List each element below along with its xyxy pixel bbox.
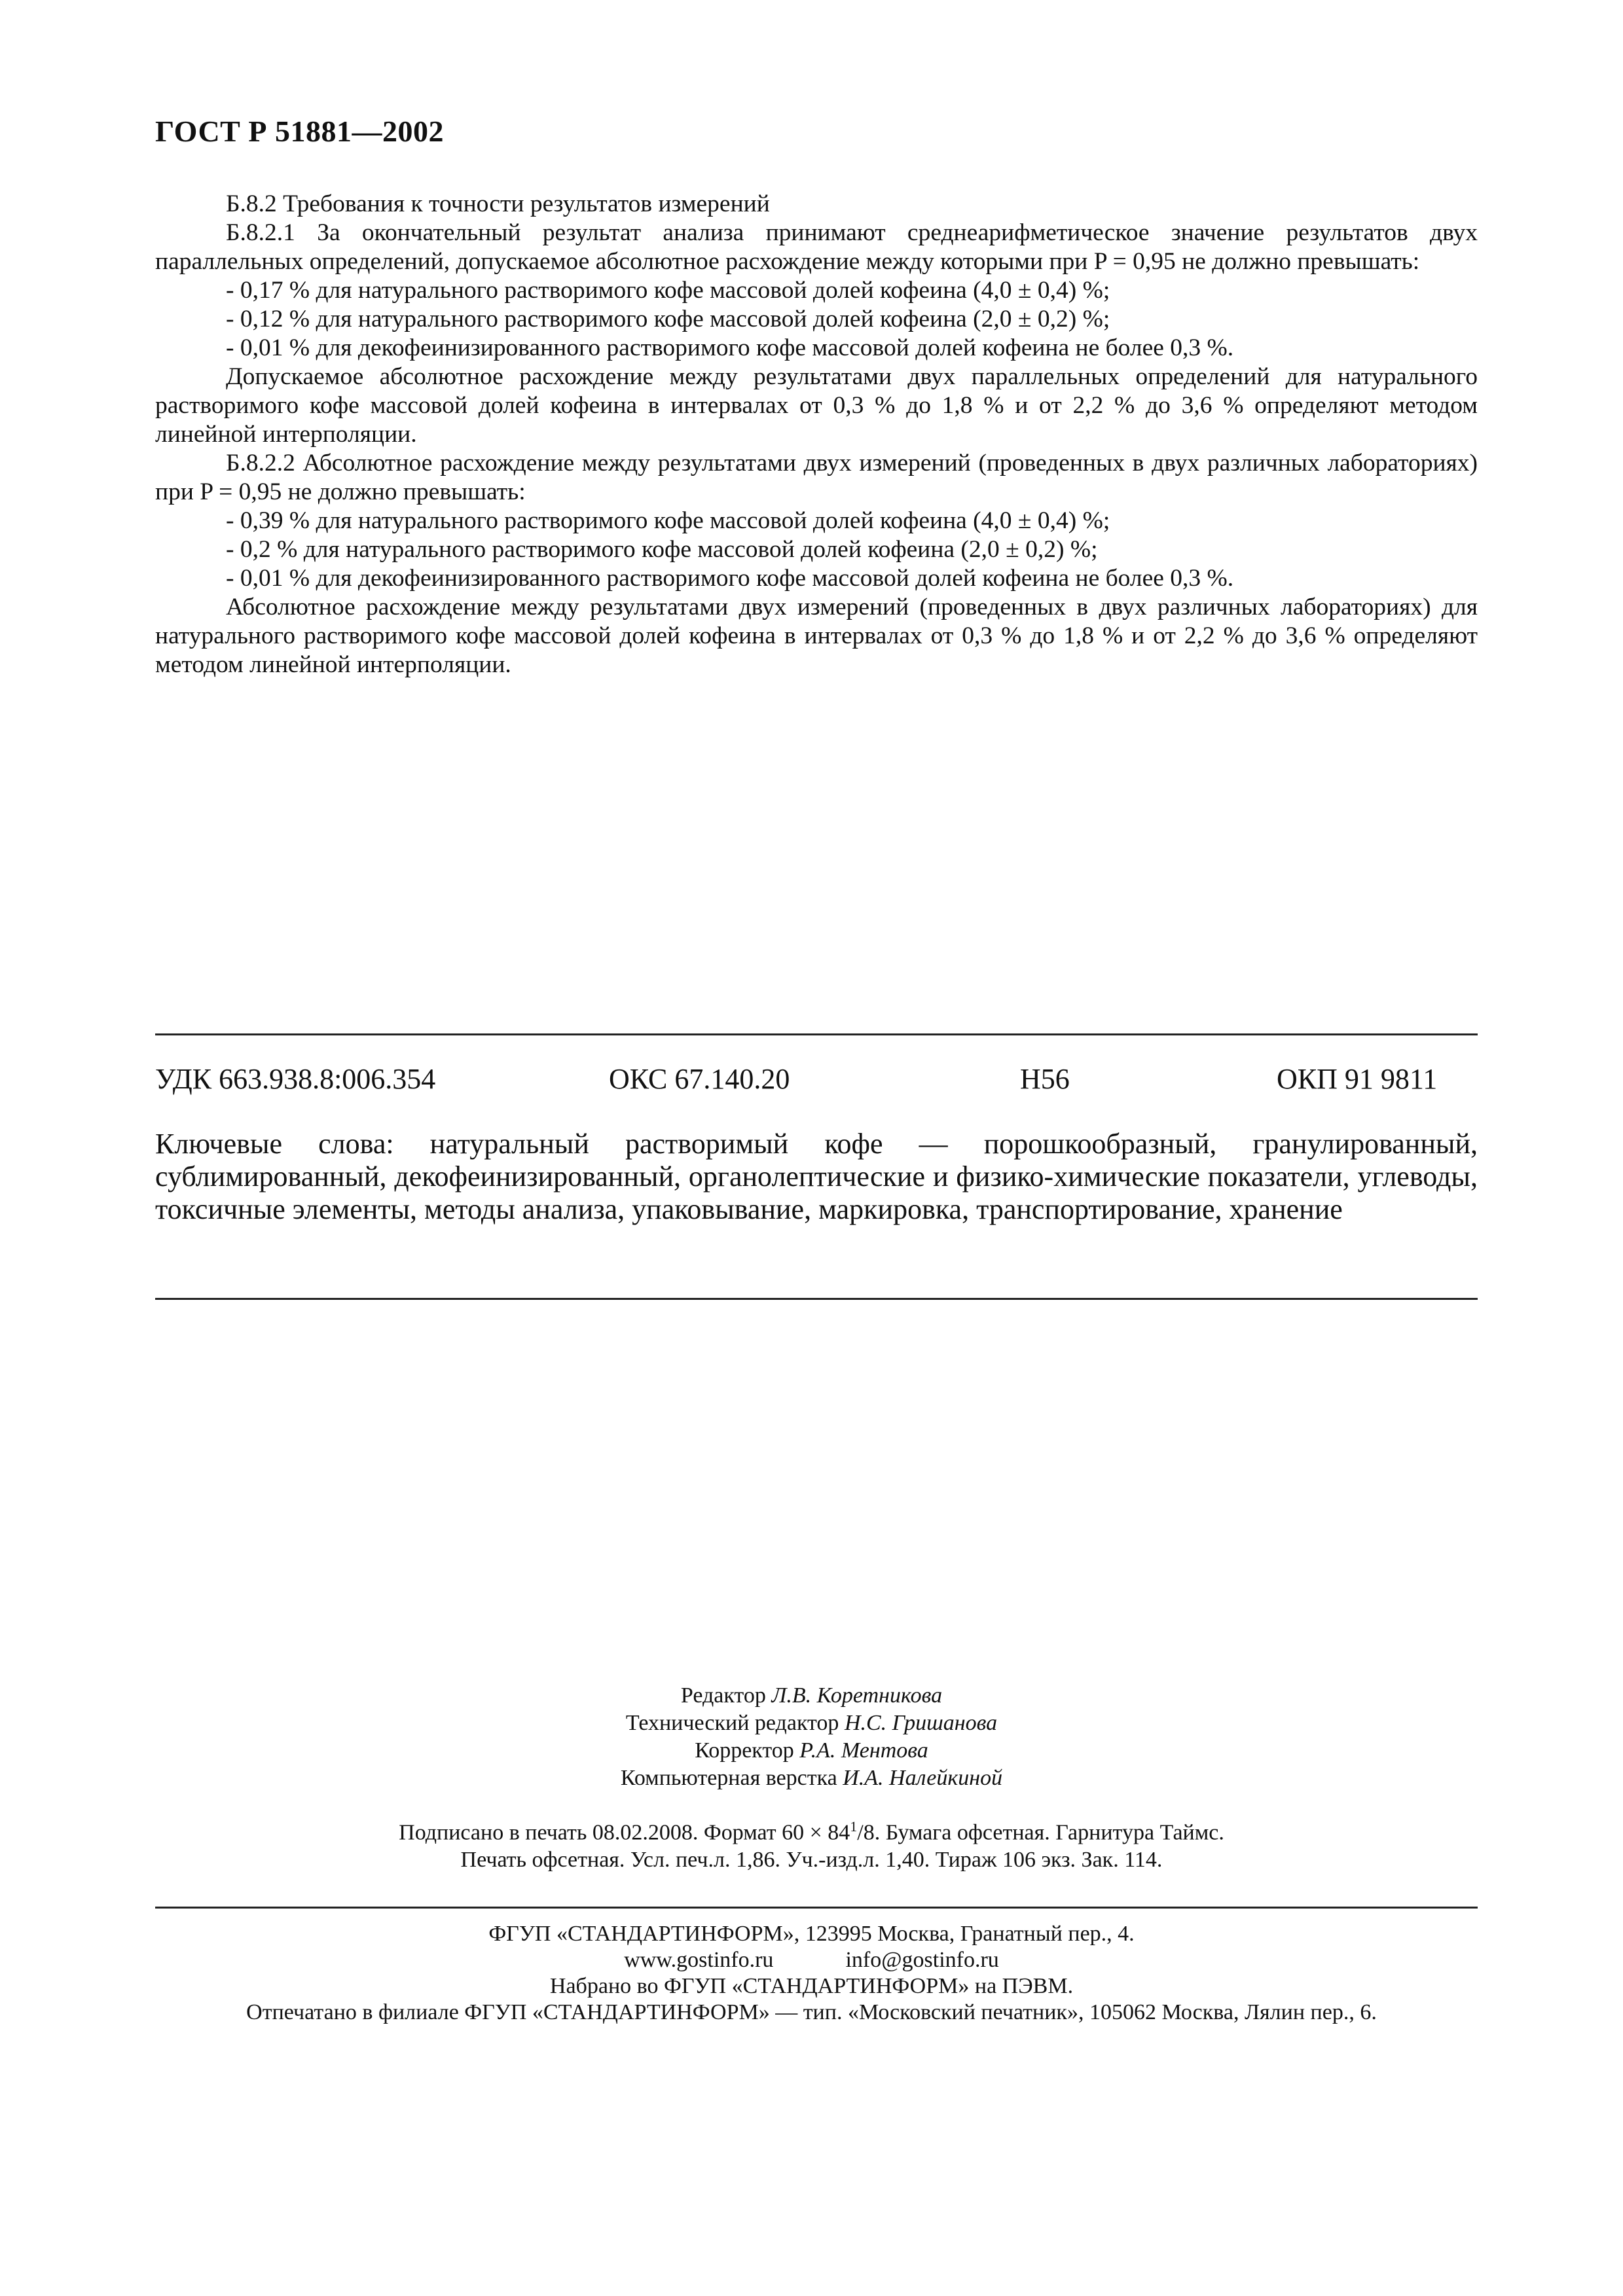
paragraph: Абсолютное расхождение между результатами двух измерений (проведенных в двух различных лабораториях) для натурального растворимого кофе массовой долей кофеина в интервалах от 0,3 % до 1,8 % и от 2,2 % до 3,6 % определяют методом линейной интерполяции. xyxy=(155,594,1478,678)
publisher-contacts xyxy=(0,1947,1623,1973)
print-info-line: Подписано в печать 08.02.2008. Формат $60 \times 84^1/8$. Бумага офсетная. Гарнитура Таймс. xyxy=(399,1818,1224,1845)
print-info-line: Печать офсетная. Усл. печ.л. 1,86. Уч.-изд.л. 1,40. Тираж 106 экз. Зак. 114. xyxy=(460,1848,1163,1873)
credits xyxy=(0,1682,1623,1792)
list-item: - 0,01 % для декофеинизированного растворимого кофе массовой долей кофеина не более 0,3 %. xyxy=(226,334,1234,361)
email-link[interactable]: info@gostinfo.ru xyxy=(845,1948,999,1972)
oks-code: ОКС 67.140.20 xyxy=(609,1063,790,1095)
list-item: - 0,01 % для декофеинизированного растворимого кофе массовой долей кофеина не более 0,3 %. xyxy=(226,565,1234,592)
list-item: - 0,39 % для натурального растворимого кофе массовой долей кофеина (4,0 ± 0,4) %; xyxy=(226,507,1110,534)
list-item: - 0,17 % для натурального растворимого кофе массовой долей кофеина (4,0 ± 0,4) %; xyxy=(226,277,1110,304)
list-item: - 0,12 % для натурального растворимого кофе массовой долей кофеина (2,0 ± 0,2) %; xyxy=(226,306,1110,332)
typeset-info: Набрано во ФГУП «СТАНДАРТИНФОРМ» на ПЭВМ. xyxy=(549,1974,1074,1998)
publisher-address: ФГУП «СТАНДАРТИНФОРМ», 123995 Москва, Гранатный пер., 4. xyxy=(488,1922,1135,1946)
group-code: Н56 xyxy=(1020,1063,1070,1095)
list-item: - 0,2 % для натурального растворимого кофе массовой долей кофеина (2,0 ± 0,2) %; xyxy=(226,536,1098,563)
paragraph: Б.8.2.1 За окончательный результат анализа принимают среднеарифметическое значение результатов двух параллельных определений, допускаемое абсолютное расхождение между которыми при P = 0,95 не должно превышать: xyxy=(155,219,1478,275)
credit-editor: Редактор Л.В. Коретникова xyxy=(680,1683,943,1708)
paragraph: Допускаемое абсолютное расхождение между результатами двух параллельных определений для натурального растворимого кофе массовой долей кофеина в интервалах от 0,3 % до 1,8 % и от 2,2 % до 3,6 % определяют методом линейной интерполяции. xyxy=(155,363,1478,448)
website-link[interactable]: www.gostinfo.ru xyxy=(624,1948,774,1972)
print-info xyxy=(0,1813,1623,1874)
paragraph: Б.8.2.2 Абсолютное расхождение между результатами двух измерений (проведенных в двух различных лабораториях) при P = 0,95 не должно превышать: xyxy=(155,450,1478,505)
divider-publisher xyxy=(155,1907,1478,1909)
divider-top xyxy=(155,1033,1478,1035)
credit-tech-editor: Технический редактор Н.С. Гришанова xyxy=(625,1711,998,1735)
body-text xyxy=(155,190,1478,679)
udk-code: УДК 663.938.8:006.354 xyxy=(155,1063,436,1095)
okp-code: ОКП 91 9811 xyxy=(1277,1063,1438,1095)
publisher-info xyxy=(0,1921,1623,2026)
printing-house: Отпечатано в филиале ФГУП «СТАНДАРТИНФОРМ» — тип. «Московский печатник», 105062 Москва, Лялин пер., 6. xyxy=(246,2000,1377,2024)
document-header: ГОСТ Р 51881—2002 xyxy=(155,115,444,148)
divider-bottom xyxy=(155,1298,1478,1300)
keywords: Ключевые слова: натуральный растворимый кофе — порошкообразный, гранулированный, сублимированный, декофеинизированный, органолептические и физико-химические показатели, углеводы, токсичные элементы, методы анализа, упаковывание, маркировка, транспортирование, хранение xyxy=(155,1128,1478,1225)
paragraph: Б.8.2 Требования к точности результатов измерений xyxy=(226,190,770,217)
credit-corrector: Корректор Р.А. Ментова xyxy=(695,1738,928,1763)
credit-layout: Компьютерная верстка И.А. Налейкиной xyxy=(620,1766,1003,1790)
classification-row xyxy=(155,1062,1478,1102)
